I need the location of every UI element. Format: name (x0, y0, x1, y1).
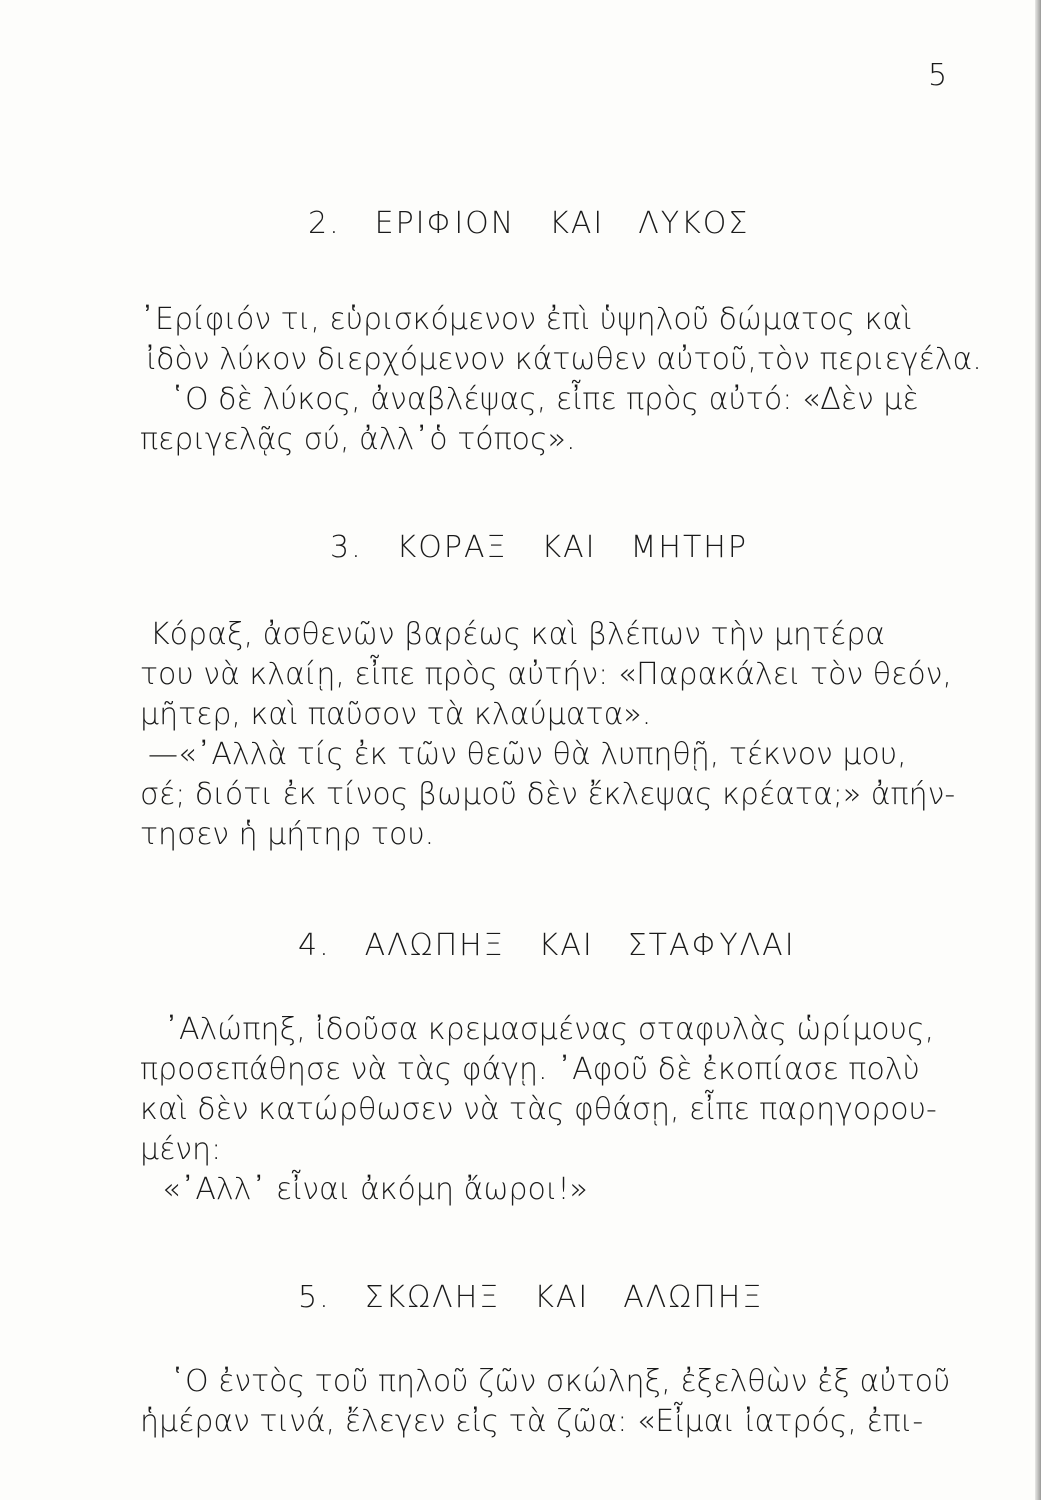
text-line: σέ; διότι ἐκ τίνος βωμοῦ δὲν ἔκλεψας κρέατα;» ἀπήν- (140, 777, 956, 812)
heading-word: ΕΡΙΦΙΟΝ (374, 206, 516, 241)
text-line: ἰδὸν λύκον διερχόμενον κάτωθεν αὐτοῦ,τὸν περιεγέλα. (146, 342, 982, 377)
heading-word: ΑΛΩΠΗΞ (623, 1280, 764, 1315)
heading-word: ΑΛΩΠΗΞ (364, 928, 505, 963)
page-number: 5 (928, 58, 948, 93)
section-4-heading (298, 928, 830, 963)
section-3-heading (330, 530, 782, 565)
page-edge (1035, 0, 1041, 1500)
section-number: 4. (298, 928, 331, 963)
section-5-text (140, 1362, 1010, 1442)
section-number: 5. (298, 1280, 331, 1315)
heading-word: ΚΑΙ (549, 206, 605, 241)
heading-word: ΚΟΡΑΞ (396, 530, 508, 565)
heading-word: ΣΚΩΛΗΞ (364, 1280, 501, 1315)
heading-word: ΚΑΙ (534, 1280, 590, 1315)
section-5-heading (298, 1280, 797, 1315)
text-line: τησεν ἡ μήτηρ του. (140, 817, 435, 852)
section-4-text (140, 1010, 1010, 1210)
text-line: καὶ δὲν κατώρθωσεν νὰ τὰς φθάσῃ, εἶπε παρηγορου- (140, 1092, 937, 1127)
text-line: προσεπάθησε νὰ τὰς φάγῃ. ᾿Αφοῦ δὲ ἐκοπίασε πολὺ (140, 1052, 920, 1087)
text-line: ᾿Αλώπηξ, ἰδοῦσα κρεμασμένας σταφυλὰς ὡρίμους, (164, 1012, 935, 1047)
heading-word: ΚΑΙ (541, 530, 597, 565)
text-line: ἡμέραν τινά, ἔλεγεν εἰς τὰ ζῶα: «Εἶμαι ἰατρός, ἐπι- (140, 1404, 924, 1439)
heading-word: ΜΗΤΗΡ (630, 530, 748, 565)
text-line: ᾿Ερίφιόν τι, εὑρισκόμενον ἐπὶ ὑψηλοῦ δώματος καὶ (140, 302, 913, 337)
text-line: μένη: (140, 1132, 222, 1167)
text-line: ῾Ο δὲ λύκος, ἀναβλέψας, εἶπε πρὸς αὐτό: «Δὲν μὲ (170, 382, 919, 417)
section-number: 2. (308, 206, 341, 241)
text-line: —«᾿Αλλὰ τίς ἐκ τῶν θεῶν θὰ λυπηθῇ, τέκνον μου, (148, 737, 907, 772)
text-line: μῆτερ, καὶ παῦσον τὰ κλαύματα». (140, 697, 652, 732)
section-number: 3. (330, 530, 363, 565)
text-line: «᾿Αλλ᾿ εἶναι ἀκόμη ἄωροι!» (162, 1172, 588, 1207)
heading-word: ΚΑΙ (538, 928, 594, 963)
text-line: ῾Ο ἐντὸς τοῦ πηλοῦ ζῶν σκώληξ, ἐξελθὼν ἐξ αὐτοῦ (170, 1364, 951, 1399)
section-2-text (140, 300, 1010, 460)
text-line: περιγελᾷς σύ, ἀλλ᾿ὁ τόπος». (140, 422, 576, 457)
heading-word: ΣΤΑΦΥΛΑΙ (627, 928, 796, 963)
text-line: Κόραξ, ἀσθενῶν βαρέως καὶ βλέπων τὴν μητέρα (150, 617, 886, 652)
text-line: του νὰ κλαίῃ, εἶπε πρὸς αὐτήν: «Παρακάλει τὸν θεόν, (140, 657, 952, 692)
section-2-heading (308, 206, 783, 241)
section-3-text (140, 615, 1010, 855)
heading-word: ΛΥΚΟΣ (638, 206, 750, 241)
